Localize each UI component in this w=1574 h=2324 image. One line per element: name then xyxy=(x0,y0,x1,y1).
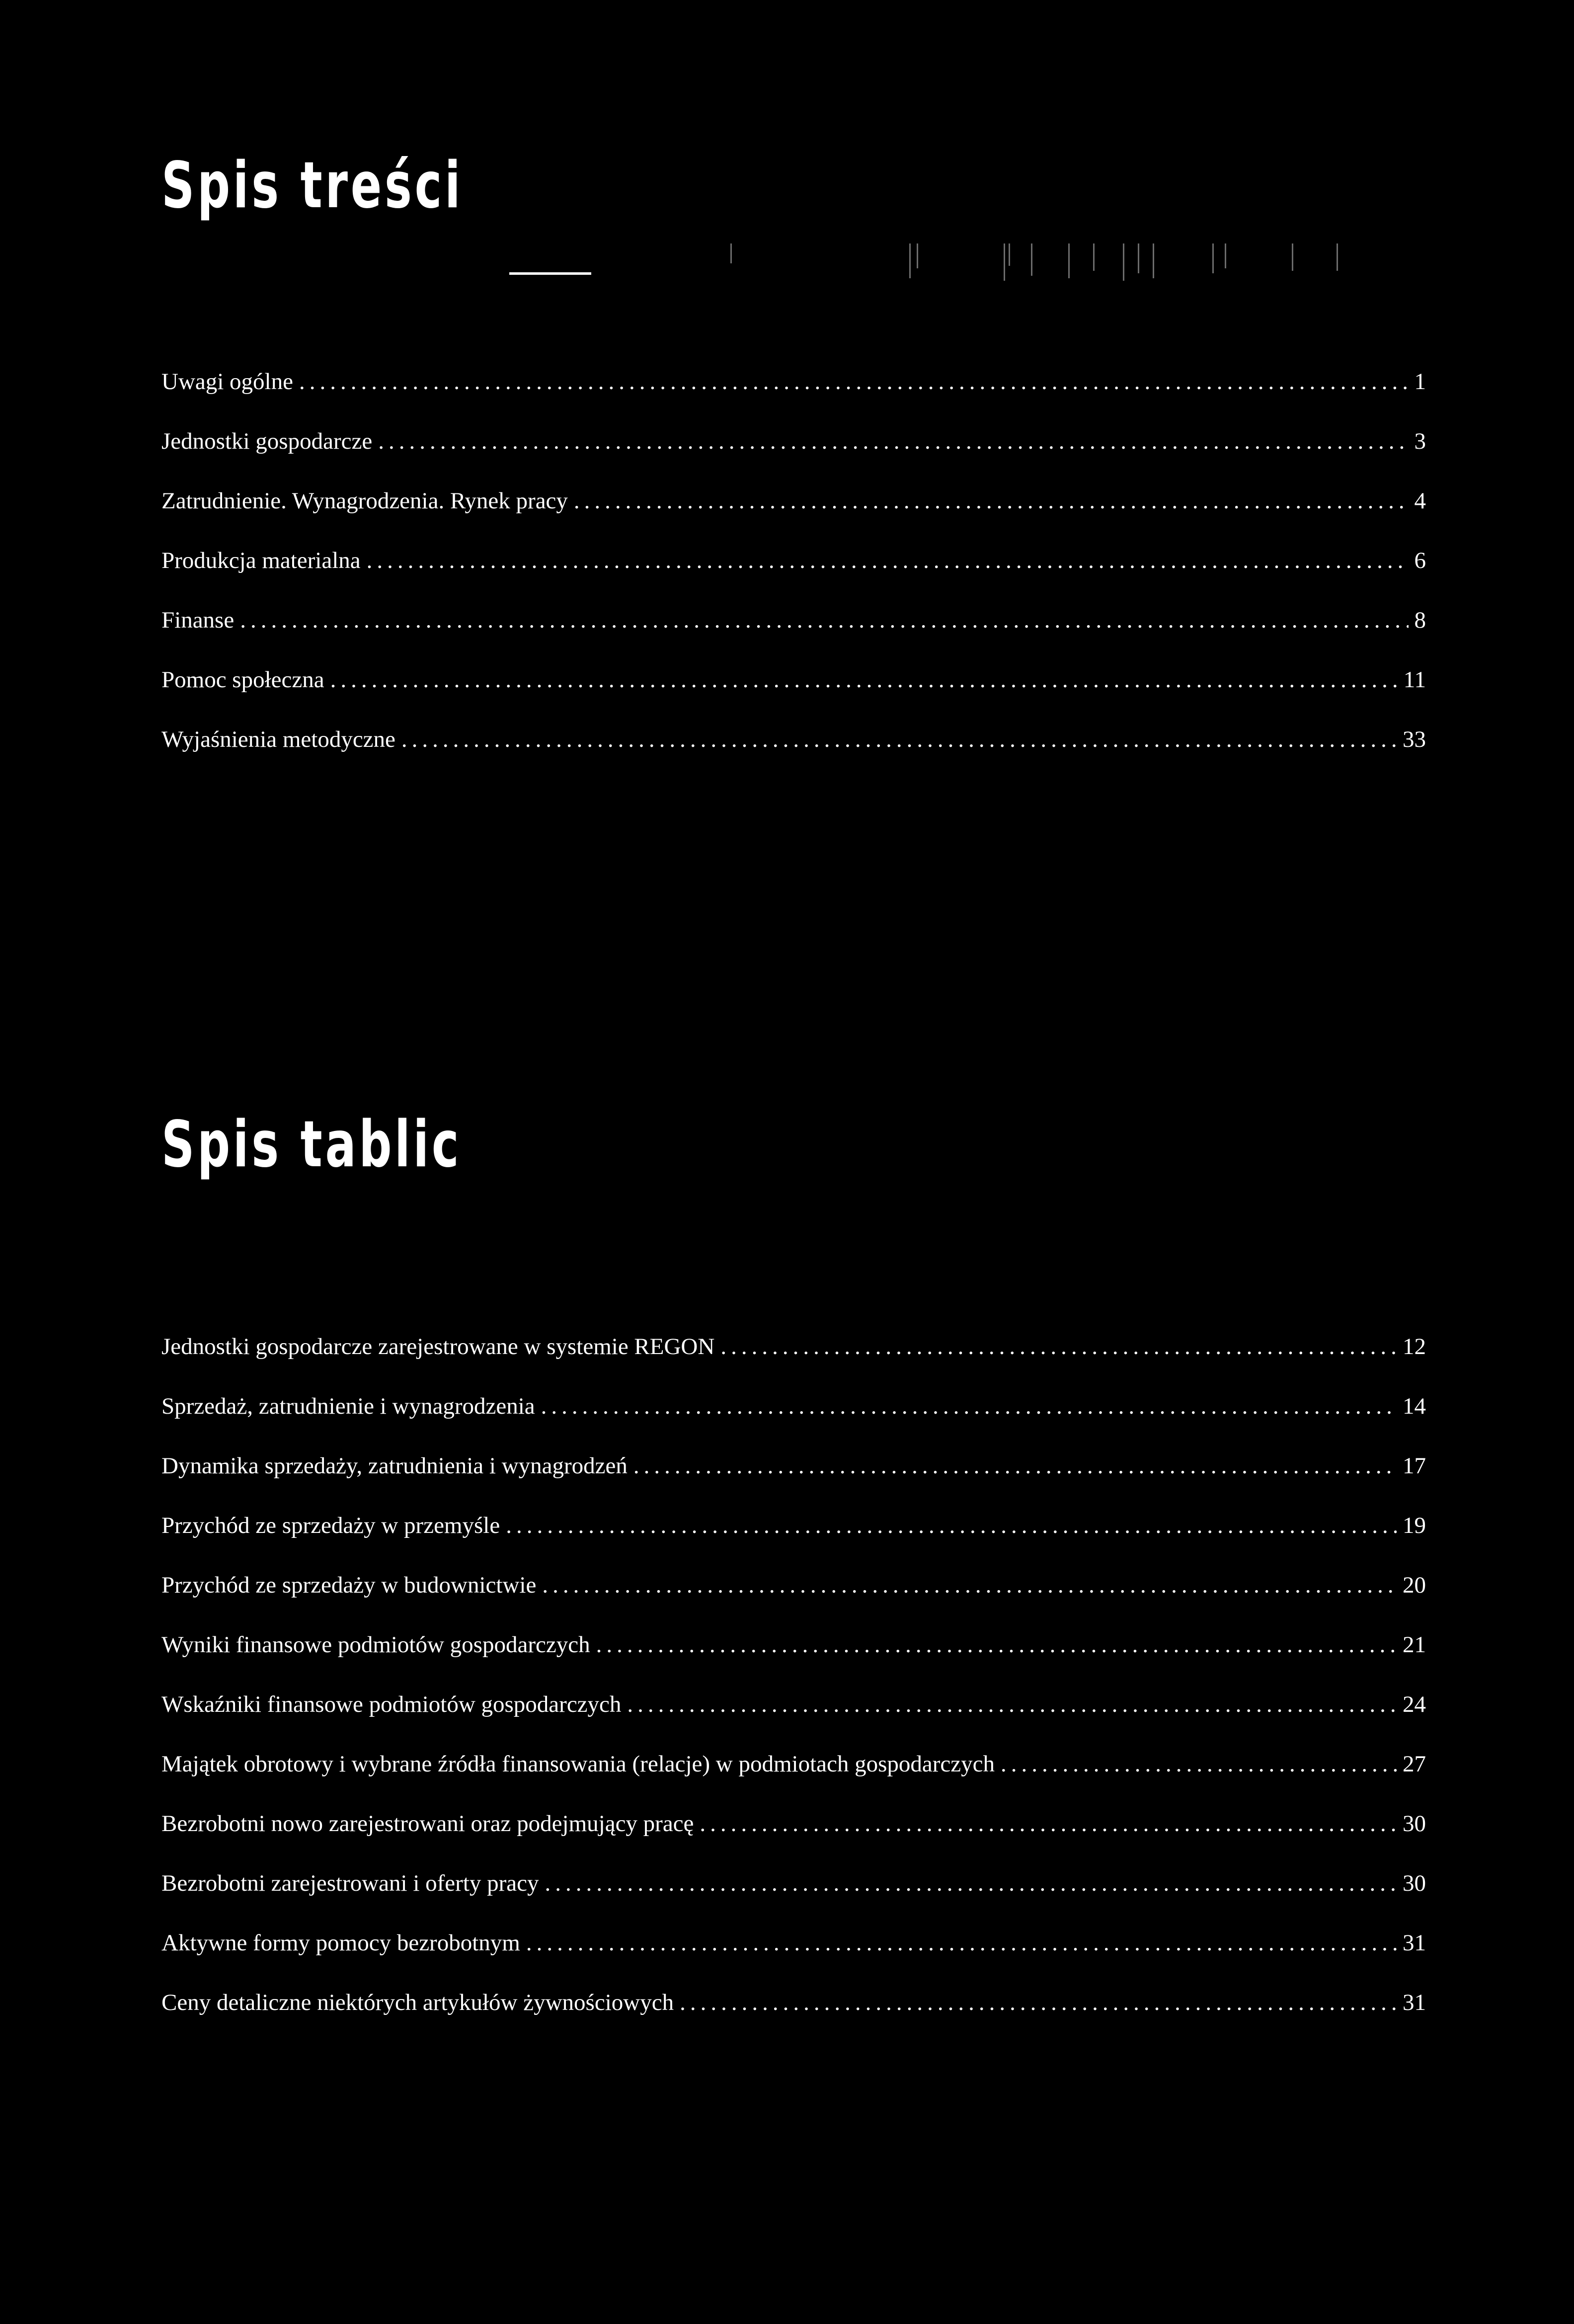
scan-artifact-marks xyxy=(0,243,1574,288)
toc-entry-page-number: 4 xyxy=(1414,488,1426,514)
dot-leader xyxy=(541,1391,1397,1421)
dot-leader xyxy=(506,1511,1397,1540)
table-entry-page-number: 21 xyxy=(1403,1632,1426,1658)
toc-list xyxy=(161,367,1426,784)
toc-entry-page-number: 11 xyxy=(1403,667,1426,693)
table-entry-page-number: 30 xyxy=(1403,1870,1426,1896)
table-entry[interactable] xyxy=(161,1570,1426,1630)
table-entry-title: Aktywne formy pomocy bezrobotnym xyxy=(161,1930,520,1956)
table-entry[interactable] xyxy=(161,1332,1426,1391)
table-entry-title: Przychód ze sprzedaży w budownictwie xyxy=(161,1572,537,1598)
toc-entry[interactable] xyxy=(161,665,1426,724)
dot-leader xyxy=(700,1809,1397,1839)
toc-entry-title: Jednostki gospodarcze xyxy=(161,428,373,454)
table-entry[interactable] xyxy=(161,1511,1426,1570)
tables-heading: Spis tablic xyxy=(161,1108,462,1182)
toc-entry-page-number: 33 xyxy=(1403,726,1426,752)
toc-entry[interactable] xyxy=(161,724,1426,784)
toc-entry[interactable] xyxy=(161,486,1426,546)
table-entry[interactable] xyxy=(161,1868,1426,1928)
table-entry-page-number: 14 xyxy=(1403,1393,1426,1419)
table-entry-title: Sprzedaż, zatrudnienie i wynagrodzenia xyxy=(161,1393,535,1419)
table-entry-title: Wskaźniki finansowe podmiotów gospodarczych xyxy=(161,1691,622,1717)
toc-entry[interactable] xyxy=(161,426,1426,486)
table-entry-title: Wyniki finansowe podmiotów gospodarczych xyxy=(161,1632,590,1658)
table-entry-page-number: 19 xyxy=(1403,1513,1426,1538)
toc-entry-title: Pomoc społeczna xyxy=(161,667,324,693)
dot-leader xyxy=(526,1928,1397,1958)
toc-entry-title: Finanse xyxy=(161,607,235,633)
toc-entry-page-number: 6 xyxy=(1414,548,1426,573)
toc-entry-page-number: 1 xyxy=(1414,369,1426,395)
table-entry-title: Bezrobotni nowo zarejestrowani oraz podejmujący pracę xyxy=(161,1811,694,1837)
table-entry-page-number: 31 xyxy=(1403,1990,1426,2015)
dot-leader xyxy=(240,605,1408,635)
toc-entry-title: Wyjaśnienia metodyczne xyxy=(161,726,395,752)
dot-leader xyxy=(1001,1749,1397,1779)
table-entry[interactable] xyxy=(161,1630,1426,1689)
dot-leader xyxy=(633,1451,1397,1481)
table-entry-title: Ceny detaliczne niektórych artykułów żywnościowych xyxy=(161,1990,674,2015)
toc-heading: Spis treści xyxy=(161,149,464,223)
toc-entry-page-number: 3 xyxy=(1414,428,1426,454)
dot-leader xyxy=(367,546,1409,575)
toc-entry[interactable] xyxy=(161,546,1426,605)
toc-entry-page-number: 8 xyxy=(1414,607,1426,633)
dot-leader xyxy=(574,486,1409,516)
toc-entry-title: Produkcja materialna xyxy=(161,548,361,573)
table-entry[interactable] xyxy=(161,1928,1426,1988)
dot-leader xyxy=(720,1332,1397,1362)
table-entry[interactable] xyxy=(161,1391,1426,1451)
table-entry-title: Majątek obrotowy i wybrane źródła finansowania (relacje) w podmiotach gospodarczych xyxy=(161,1751,995,1777)
tables-list xyxy=(161,1332,1426,2047)
dot-leader xyxy=(545,1868,1397,1898)
dot-leader xyxy=(401,724,1397,754)
dot-leader xyxy=(680,1988,1397,2017)
dot-leader xyxy=(378,426,1408,456)
table-entry-page-number: 24 xyxy=(1403,1691,1426,1717)
dot-leader xyxy=(596,1630,1397,1660)
table-entry-title: Bezrobotni zarejestrowani i oferty pracy xyxy=(161,1870,539,1896)
table-entry[interactable] xyxy=(161,1451,1426,1511)
toc-entry-title: Zatrudnienie. Wynagrodzenia. Rynek pracy xyxy=(161,488,568,514)
table-entry-title: Przychód ze sprzedaży w przemyśle xyxy=(161,1513,500,1538)
table-entry[interactable] xyxy=(161,1749,1426,1809)
dot-leader xyxy=(627,1689,1397,1719)
table-entry-page-number: 27 xyxy=(1403,1751,1426,1777)
dot-leader xyxy=(330,665,1398,695)
table-entry[interactable] xyxy=(161,1988,1426,2047)
toc-entry[interactable] xyxy=(161,605,1426,665)
toc-entry[interactable] xyxy=(161,367,1426,426)
table-entry[interactable] xyxy=(161,1689,1426,1749)
table-entry[interactable] xyxy=(161,1809,1426,1868)
dot-leader xyxy=(299,367,1409,397)
table-entry-title: Dynamika sprzedaży, zatrudnienia i wynagrodzeń xyxy=(161,1453,628,1479)
table-entry-page-number: 17 xyxy=(1403,1453,1426,1479)
toc-entry-title: Uwagi ogólne xyxy=(161,369,293,395)
table-entry-page-number: 20 xyxy=(1403,1572,1426,1598)
table-entry-page-number: 12 xyxy=(1403,1334,1426,1360)
table-entry-title: Jednostki gospodarcze zarejestrowane w systemie REGON xyxy=(161,1334,715,1360)
table-entry-page-number: 31 xyxy=(1403,1930,1426,1956)
table-entry-page-number: 30 xyxy=(1403,1811,1426,1837)
dot-leader xyxy=(542,1570,1397,1600)
